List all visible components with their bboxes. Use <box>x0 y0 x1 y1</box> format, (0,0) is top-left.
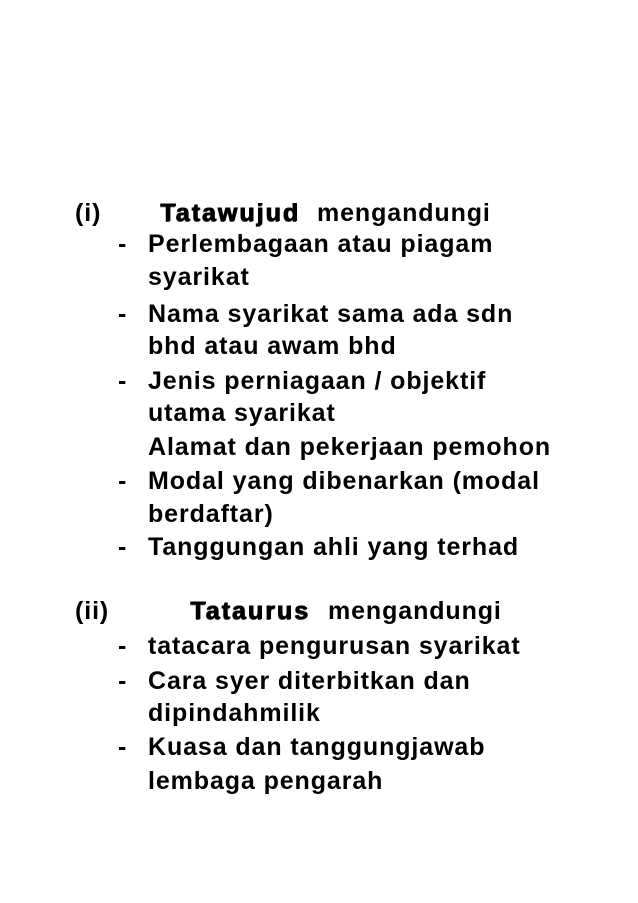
list-item-text: Kuasa dan tanggungjawab <box>148 733 486 761</box>
section-verb: mengandungi <box>328 597 502 625</box>
list-item-continuation <box>0 331 638 361</box>
list-item-bullet: - <box>118 467 128 495</box>
list-item-text: berdaftar) <box>148 500 274 528</box>
list-item-bullet: - <box>118 367 128 395</box>
section-marker: (i) <box>75 199 102 227</box>
list-item-text: Cara syer diterbitkan dan <box>148 667 471 695</box>
list-item <box>0 666 638 696</box>
section-heading-ii <box>0 596 638 626</box>
list-item <box>0 532 638 562</box>
list-item-text: Nama syarikat sama ada sdn <box>148 300 514 328</box>
list-item-bullet: - <box>118 533 128 561</box>
section-verb: mengandungi <box>317 199 491 227</box>
section-marker: (ii) <box>75 597 110 625</box>
list-item <box>0 631 638 661</box>
list-item-text: tatacara pengurusan syarikat <box>148 632 521 660</box>
list-item-bullet: - <box>118 300 128 328</box>
list-item-text: utama syarikat <box>148 399 336 427</box>
list-item-text: Perlembagaan atau piagam <box>148 230 494 258</box>
list-item <box>0 229 638 259</box>
list-item <box>0 466 638 496</box>
list-item-text: bhd atau awam bhd <box>148 332 397 360</box>
section-heading-i <box>0 198 638 228</box>
list-item-continuation <box>0 499 638 529</box>
list-item-continuation <box>0 698 638 728</box>
list-item-text: syarikat <box>148 263 250 291</box>
section-term: Tatawujud <box>160 199 300 227</box>
list-item-text: Tanggungan ahli yang terhad <box>148 533 520 561</box>
list-item <box>0 732 638 762</box>
list-item-text: Jenis perniagaan / objektif <box>148 367 487 395</box>
list-item <box>0 299 638 329</box>
list-item-continuation <box>0 398 638 428</box>
list-item-bullet: - <box>118 733 128 761</box>
list-item-text: dipindahmilik <box>148 699 321 727</box>
list-item-text: lembaga pengarah <box>148 767 384 795</box>
list-item <box>0 366 638 396</box>
list-item-bullet: - <box>118 667 128 695</box>
list-item-bullet: - <box>118 230 128 258</box>
list-item-continuation <box>0 766 638 796</box>
list-item-text: Modal yang dibenarkan (modal <box>148 467 540 495</box>
list-item-continuation <box>0 432 638 462</box>
section-term: Tataurus <box>190 597 310 625</box>
list-item-continuation <box>0 262 638 292</box>
list-item-text: Alamat dan pekerjaan pemohon <box>148 433 552 461</box>
list-item-bullet: - <box>118 632 128 660</box>
